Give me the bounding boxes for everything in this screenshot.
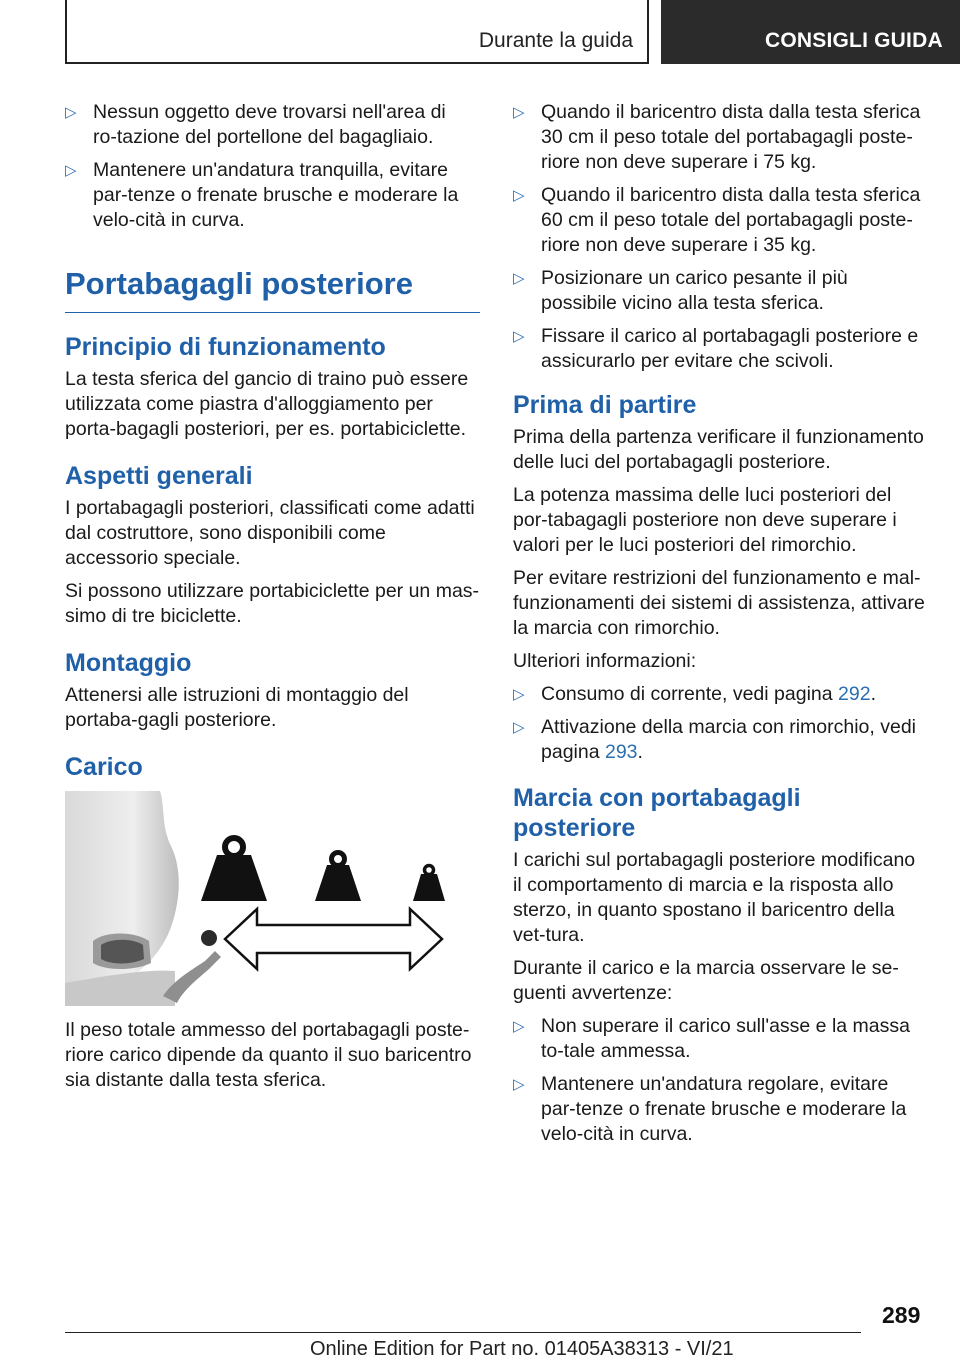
tow-ball bbox=[201, 930, 217, 946]
heading-principio: Principio di funzionamento bbox=[65, 333, 386, 361]
heading-montaggio: Montaggio bbox=[65, 649, 192, 677]
footer-divider bbox=[65, 1332, 861, 1333]
footer-edition: Online Edition for Part no. 01405A38313 - VI/21 bbox=[310, 1338, 734, 1360]
triangle-bullet-icon: ▷ bbox=[513, 104, 525, 121]
header-chapter-tab bbox=[661, 0, 960, 64]
triangle-bullet-icon: ▷ bbox=[513, 686, 525, 703]
list-item: ▷ Nessun oggetto deve trovarsi nell'area di ro-tazione del portellone del bagagliaio. bbox=[65, 101, 446, 148]
paragraph: La testa sferica del gancio di traino può essere utilizzata come piastra d'alloggiamento per porta-bagagli posteriori, per es. portabiciclette. bbox=[65, 368, 469, 440]
header-section-tab bbox=[65, 0, 649, 64]
tow-ball-weights-diagram bbox=[65, 791, 480, 1006]
triangle-bullet-icon: ▷ bbox=[513, 328, 525, 345]
list-item: ▷ Mantenere un'andatura regolare, evitare par-tenze o frenate brusche e moderare la velo-cità in curva. bbox=[513, 1073, 907, 1145]
paragraph: Ulteriori informazioni: bbox=[513, 650, 697, 672]
car-rear-bumper bbox=[65, 791, 179, 1006]
header-section-title: Durante la guida bbox=[478, 29, 633, 52]
paragraph: Il peso totale ammesso del portabagagli poste-riore carico dipende da quanto il suo baricentro sia distante dalla testa sferica. bbox=[65, 1019, 472, 1091]
list-item: ▷ Non superare il carico sull'asse e la massa to-tale ammessa. bbox=[513, 1015, 910, 1062]
heading-carico: Carico bbox=[65, 753, 143, 781]
right-column bbox=[513, 100, 926, 1155]
list-item: ▷ Consumo di corrente, vedi pagina 292. bbox=[513, 683, 876, 705]
weight-large-icon bbox=[201, 838, 267, 901]
list-item: ▷ Quando il baricentro dista dalla testa sferica 60 cm il peso totale del portabagagli poste-riore non deve superare i 35 kg. bbox=[513, 184, 921, 256]
list-item: ▷ Quando il baricentro dista dalla testa sferica 30 cm il peso totale del portabagagli poste-riore non deve superare i 75 kg. bbox=[513, 101, 921, 173]
reference-list bbox=[513, 682, 926, 765]
list-item: ▷ Posizionare un carico pesante il più possibile vicino alla testa sferica. bbox=[513, 267, 848, 314]
paragraph: I portabagagli posteriori, classificati come adatti dal costruttore, sono disponibili come accessorio speciale. bbox=[65, 497, 475, 569]
distance-double-arrow bbox=[225, 909, 442, 969]
triangle-bullet-icon: ▷ bbox=[513, 1018, 525, 1035]
page-number: 289 bbox=[882, 1302, 921, 1328]
heading-marcia: Marcia con portabagagli posteriore bbox=[513, 784, 801, 842]
triangle-bullet-icon: ▷ bbox=[65, 104, 77, 121]
paragraph: Prima della partenza verificare il funzionamento delle luci del portabagagli posteriore. bbox=[513, 426, 924, 473]
bullet-list bbox=[65, 100, 480, 233]
heading-aspetti: Aspetti generali bbox=[65, 462, 253, 490]
page-link-292[interactable]: 292 bbox=[838, 683, 871, 705]
heading-prima-di-partire: Prima di partire bbox=[513, 391, 697, 419]
section-title: Portabagagli posteriore bbox=[65, 265, 480, 313]
weight-small-icon bbox=[413, 866, 445, 902]
paragraph: Per evitare restrizioni del funzionamento e mal-funzionamenti dei sistemi di assistenza, attivare la marcia con rimorchio. bbox=[513, 567, 925, 639]
paragraph: La potenza massima delle luci posteriori del por-tabagagli posteriore non deve superare i valori per le luci posteriori del rimorchio. bbox=[513, 484, 897, 556]
paragraph: Durante il carico e la marcia osservare le se-guenti avvertenze: bbox=[513, 957, 899, 1004]
triangle-bullet-icon: ▷ bbox=[65, 162, 77, 179]
triangle-bullet-icon: ▷ bbox=[513, 1076, 525, 1093]
bullet-list bbox=[513, 1014, 926, 1147]
weight-medium-icon bbox=[315, 853, 361, 902]
bullet-list bbox=[513, 100, 926, 374]
list-item: ▷ Mantenere un'andatura tranquilla, evitare par-tenze o frenate brusche e moderare la velo-cità in curva. bbox=[65, 159, 459, 231]
left-column bbox=[65, 100, 480, 1101]
load-illustration bbox=[65, 791, 480, 1006]
paragraph: Attenersi alle istruzioni di montaggio del portaba-gagli posteriore. bbox=[65, 684, 409, 731]
paragraph: I carichi sul portabagagli posteriore modificano il comportamento di marcia e la risposta allo sterzo, in quanto spostano il baricentro della vet-tura. bbox=[513, 849, 916, 946]
page-link-293[interactable]: 293 bbox=[604, 741, 638, 763]
triangle-bullet-icon: ▷ bbox=[513, 270, 525, 287]
list-item: ▷ Fissare il carico al portabagagli posteriore e assicurarlo per evitare che scivoli. bbox=[513, 325, 919, 372]
list-item: ▷ Attivazione della marcia con rimorchio, vedi pagina 293. bbox=[513, 716, 916, 763]
triangle-bullet-icon: ▷ bbox=[513, 719, 525, 736]
header-chapter-title: CONSIGLI GUIDA bbox=[765, 29, 943, 52]
triangle-bullet-icon: ▷ bbox=[513, 187, 525, 204]
tow-hook bbox=[163, 930, 221, 1003]
paragraph: Si possono utilizzare portabiciclette per un mas-simo di tre biciclette. bbox=[65, 580, 480, 627]
